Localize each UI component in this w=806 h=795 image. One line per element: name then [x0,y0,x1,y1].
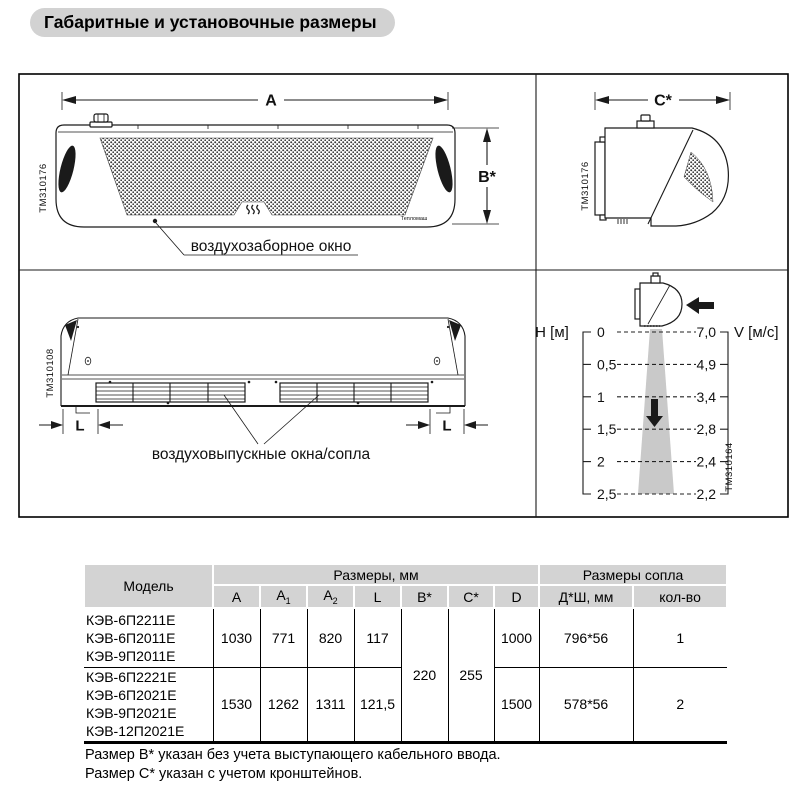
brand-logo-text: Тепломаш [400,216,428,222]
mounting-bracket [595,137,606,220]
dim-label-a: A [265,92,277,110]
drawing-code-side: ТМ310176 [580,161,591,211]
header-col-qty: кол-во [633,585,727,608]
cell-d: 1500 [494,667,539,742]
cell-qty: 1 [633,608,727,667]
drawing-code-chart: ТМ310164 [724,442,735,492]
header-model: Модель [84,564,213,608]
cell-models-group1: КЭВ-6П2211Е КЭВ-6П2011Е КЭВ-9П2011Е [84,608,213,667]
dim-label-l-right: L [442,417,452,435]
intake-window-label: воздухозаборное окно [190,238,352,255]
footnote-b: Размер В* указан без учета выступающего кабельного ввода. [85,747,501,763]
header-col-c: C* [448,585,494,608]
v-tick: 4,9 [696,356,716,373]
h-axis-label: H [м] [535,324,569,341]
cell-nozzle: 796*56 [539,608,633,667]
cell-c-common: 255 [448,608,494,742]
table-row [84,608,727,667]
h-tick: 1,5 [597,421,617,438]
cell-l: 121,5 [354,667,401,742]
dimension-drawings-panel [18,73,789,518]
v-tick: 2,2 [696,486,716,502]
v-tick: 3,4 [696,388,716,405]
cell-a1: 1262 [260,667,307,742]
h-tick: 0,5 [597,356,617,373]
cell-b-common: 220 [401,608,448,742]
dim-label-c: C* [654,92,672,110]
drawings-svg [18,73,789,518]
dim-label-b: B* [478,169,496,186]
v-tick: 2,8 [696,421,716,438]
footnotes [85,746,501,783]
header-col-l: L [354,585,401,608]
cell-qty: 2 [633,667,727,742]
cell-a: 1530 [213,667,260,742]
h-tick: 1 [597,388,605,405]
cell-d: 1000 [494,608,539,667]
outlet-grille-right [280,383,428,402]
v-axis-label: V [м/с] [734,324,779,341]
cell-nozzle: 578*56 [539,667,633,742]
unit-side-body [605,128,728,226]
h-tick: 2,5 [597,486,617,502]
cell-models-group2: КЭВ-6П2221Е КЭВ-6П2021Е КЭВ-9П2021Е КЭВ-12П2021Е [84,667,213,742]
outlet-grille-left [96,383,245,402]
cell-l: 117 [354,608,401,667]
footnote-c: Размер С* указан с учетом кронштейнов. [85,765,363,782]
h-tick: 2 [597,453,605,470]
cell-a2: 1311 [307,667,354,742]
h-tick: 0 [597,324,605,340]
header-col-a: А [213,585,260,608]
page-title: Габаритные и установочные размеры [30,8,395,37]
drawing-code-front: ТМ310176 [38,163,49,213]
dimensions-table-wrap [83,563,728,744]
cell-a: 1030 [213,608,260,667]
header-col-a1: $А_1$ [260,585,307,608]
dim-label-l-left: L [75,417,85,435]
cell-a1: 771 [260,608,307,667]
dimensions-table [83,563,728,744]
drawing-code-bottom: ТМ310108 [45,348,56,398]
v-tick: 7,0 [696,324,716,340]
leader-dot [153,219,157,223]
outlet-windows-label: воздуховыпускные окна/сопла [151,446,371,463]
header-col-b: B* [401,585,448,608]
header-dims-group: Размеры, мм [213,564,539,585]
header-nozzle-group: Размеры сопла [539,564,727,585]
header-col-d: D [494,585,539,608]
intake-grille [100,138,433,215]
header-col-nozzle: Д*Ш, мм [539,585,633,608]
cell-a2: 820 [307,608,354,667]
header-col-a2: $А_2$ [307,585,354,608]
v-tick: 2,4 [696,453,716,470]
